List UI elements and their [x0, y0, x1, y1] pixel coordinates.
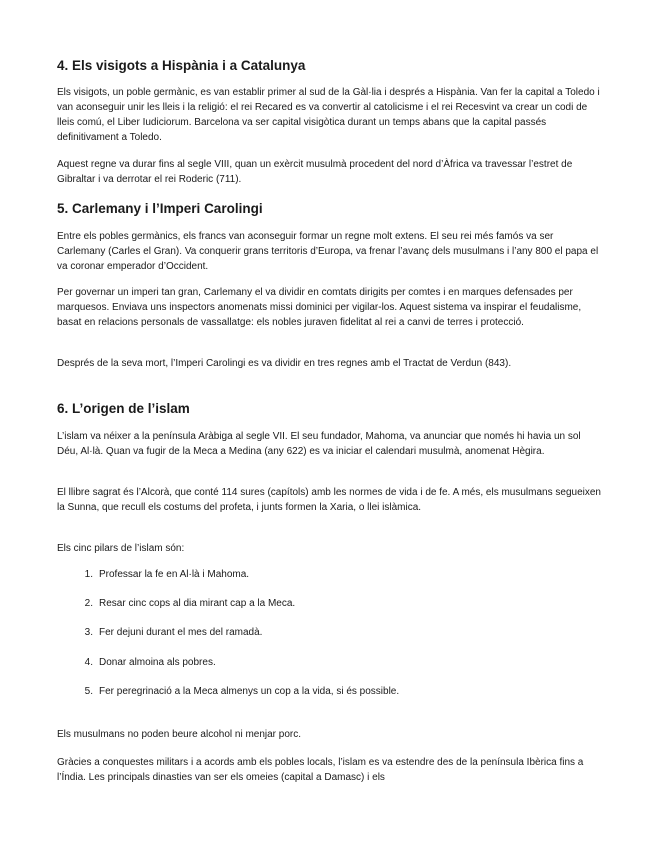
paragraph: El llibre sagrat és l’Alcorà, que conté 114 sures (capítols) amb les normes de vida i de fe. A més, els musulmans segueixen la Sunna, que recull els costums del profeta, i junts formen la Xaria, o llei islàmica. — [57, 487, 601, 513]
list-item — [57, 625, 262, 640]
list-text: Resar cinc cops al dia mirant cap a la Meca. — [99, 598, 296, 609]
paragraph: Per governar un imperi tan gran, Carlemany el va dividir en comtats dirigits per comtes i en marques defensades per marquesos. Enviava uns inspectors anomenats missi dominici per vigilar-los. Aquest sistema va inspirar el feudalisme, basat en relacions personals de vassallatge: els nobles juraven fidelitat al rei a canvi de terres i protecció. — [57, 287, 582, 328]
list-text: Professar la fe en Al·là i Mahoma. — [99, 569, 250, 580]
section-heading-visigots: 4. Els visigots a Hispània i a Catalunya — [57, 58, 306, 73]
list-text: Fer peregrinació a la Meca almenys un cop a la vida, si és possible. — [99, 686, 400, 697]
paragraph: L’islam va néixer a la península Aràbiga al segle VII. El seu fundador, Mahoma, va anunciar que només hi havia un sol Déu, Al·là. Quan va fugir de la Meca a Medina (any 622) es va iniciar el calendari musulmà, anomenat Hègira. — [57, 431, 581, 457]
list-text: Fer dejuni durant el mes del ramadà. — [99, 627, 263, 638]
list-number: 2. — [84, 598, 93, 609]
list-item — [57, 596, 295, 611]
section-heading-islam: 6. L’origen de l’islam — [57, 401, 190, 416]
list-number: 4. — [84, 657, 93, 668]
paragraph: Entre els pobles germànics, els francs van aconseguir formar un regne molt extens. El seu rei més famós va ser Carlemany (Carles el Gran). Va conquerir grans territoris d’Europa, va frenar l’avanç dels musulmans i l’any 800 el papa el va coronar emperador d’Occident. — [57, 231, 599, 272]
paragraph: Els cinc pilars de l’islam són: — [57, 543, 185, 554]
section-heading-carlemany: 5. Carlemany i l’Imperi Carolingi — [57, 201, 263, 216]
paragraph: Gràcies a conquestes militars i a acords amb els pobles locals, l’islam es va estendre des de la península Ibèrica fins a l’Índia. Les principals dinasties van ser els omeies (capital a Damasc) i els — [57, 757, 584, 783]
paragraph: Els visigots, un poble germànic, es van establir primer al sud de la Gàl·lia i després a Hispània. Van fer la capital a Toledo i van aconseguir unir les lleis i la religió: el rei Recared es va convertir al catolicisme i el rei Recesvint va crear un codi de lleis comú, el Liber Iudiciorum. Barcelona va ser capital visigòtica durant un temps abans que la capital passés definitivament a Toledo. — [57, 87, 600, 143]
paragraph: Aquest regne va durar fins al segle VIII, quan un exèrcit musulmà procedent del nord d’Àfrica va travessar l’estret de Gibraltar i va derrotar el rei Roderic (711). — [57, 159, 573, 185]
list-number: 5. — [84, 686, 93, 697]
paragraph: Els musulmans no poden beure alcohol ni menjar porc. — [57, 729, 302, 740]
list-number: 1. — [84, 569, 93, 580]
list-item — [57, 567, 249, 582]
list-number: 3. — [84, 627, 93, 638]
list-text: Donar almoina als pobres. — [99, 657, 216, 668]
list-item — [57, 684, 399, 699]
list-item — [57, 655, 216, 670]
paragraph: Després de la seva mort, l’Imperi Carolingi es va dividir en tres regnes amb el Tractat de Verdun (843). — [57, 358, 512, 369]
